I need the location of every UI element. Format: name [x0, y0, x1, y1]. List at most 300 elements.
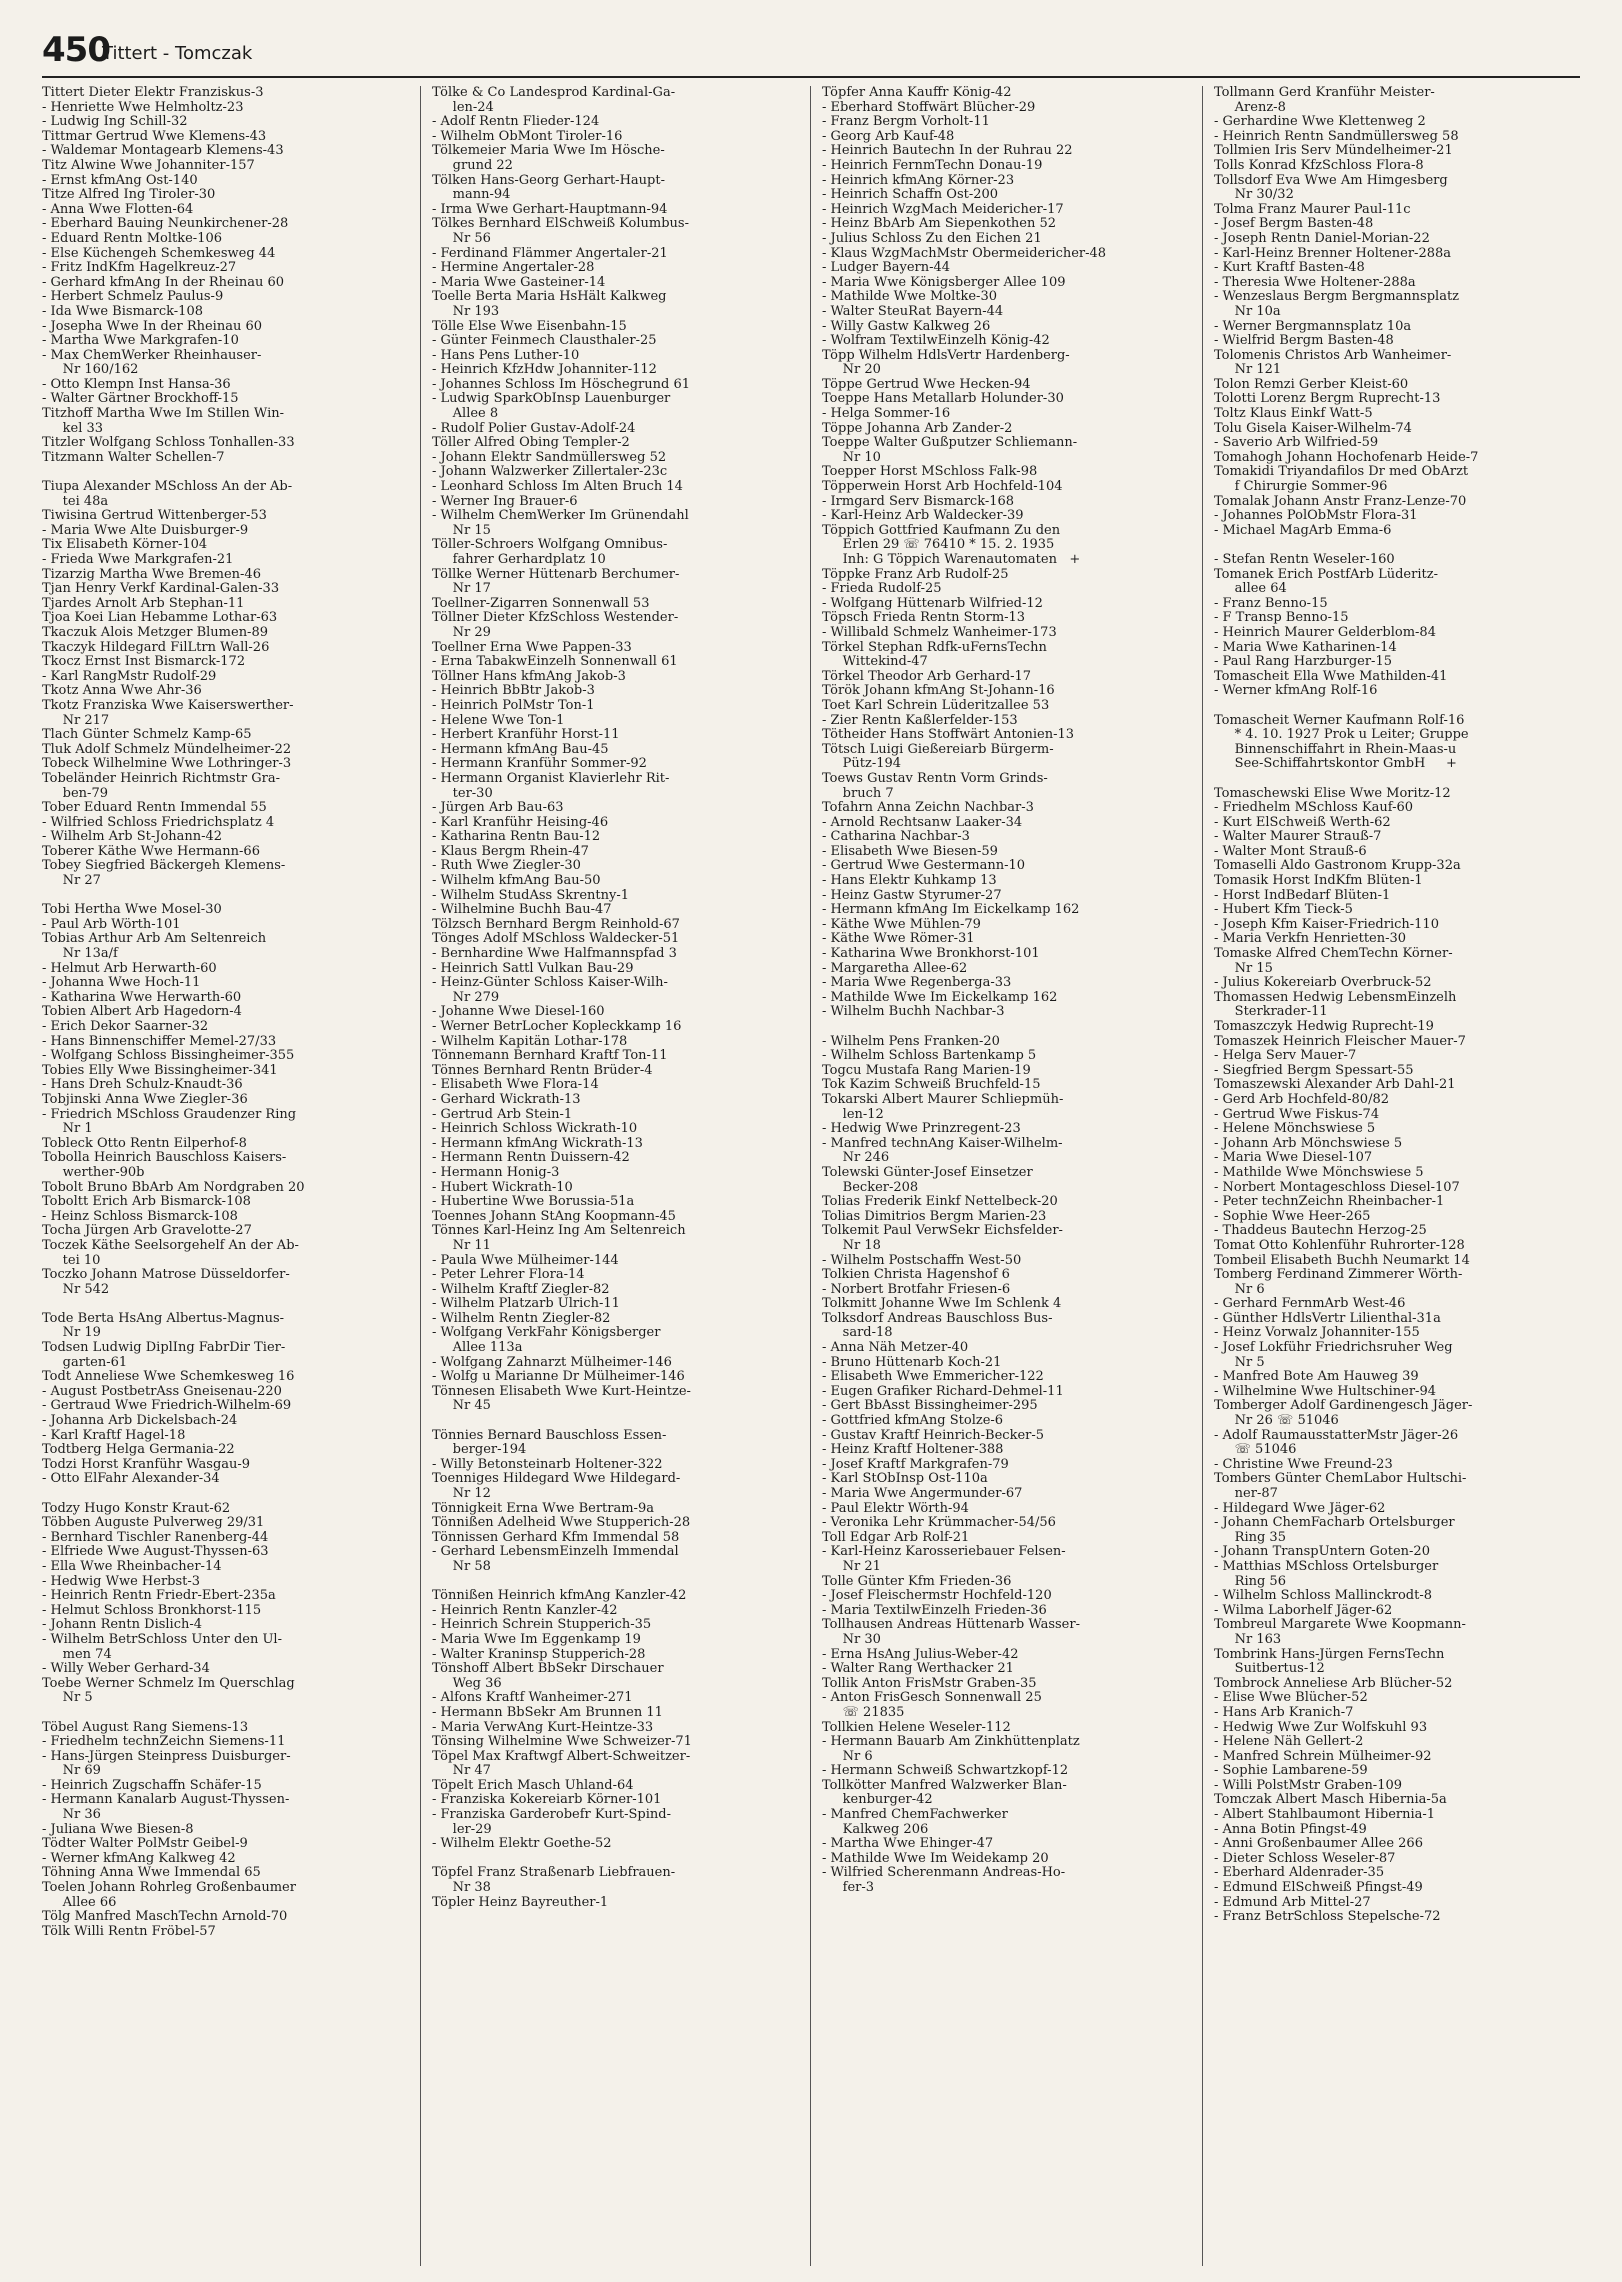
directory-entry: - Sophie Wwe Heer-265	[1214, 1209, 1371, 1224]
directory-entry: - Josef Bergm Basten-48	[1214, 217, 1374, 232]
directory-entry: - Helmut Arb Herwarth-60	[42, 961, 217, 976]
directory-entry: Tittert Dieter Elektr Franziskus-3	[42, 86, 264, 100]
directory-entry: - Wilfried Scherenmann Andreas-Ho-	[822, 1866, 1066, 1881]
directory-column-1	[42, 86, 408, 2266]
directory-entry: - Anni Großenbaumer Allee 266	[1214, 1837, 1423, 1852]
directory-entry: - Hermann Schweiß Schwartzkopf-12	[822, 1764, 1069, 1779]
directory-entry: - Gerhard Wickrath-13	[432, 1092, 581, 1107]
directory-entry: - Wilhelm Rentn Ziegler-82	[432, 1311, 611, 1326]
directory-entry: - Eduard Rentn Moltke-106	[42, 231, 223, 246]
directory-entry: - Wolfg u Marianne Dr Mülheimer-146	[432, 1370, 685, 1385]
directory-entry: - Willi PolstMstr Graben-109	[1214, 1778, 1403, 1793]
directory-entry: - Mathilde Wwe Im Eickelkamp 162	[822, 990, 1058, 1005]
directory-entry: - Walter Mont Strauß-6	[1214, 844, 1367, 859]
directory-entry: Tölg Manfred MaschTechn Arnold-70	[42, 1910, 288, 1925]
directory-entry: Tönnesen Elisabeth Wwe Kurt-Heintze-	[432, 1384, 691, 1399]
directory-entry: Tobey Siegfried Bäckergeh Klemens-	[42, 859, 286, 874]
directory-entry	[822, 1020, 1188, 1035]
directory-entry: Tokarski Albert Maurer Schliepmüh-	[822, 1092, 1064, 1107]
directory-entry: Tölkes Bernhard ElSchweiß Kolumbus-	[432, 217, 689, 232]
directory-entry: - Bernhard Tischler Ranenberg-44	[42, 1530, 269, 1545]
directory-entry: f Chirurgie Sommer-96	[1214, 480, 1388, 495]
directory-entry: - Gertraud Wwe Friedrich-Wilhelm-69	[42, 1399, 292, 1414]
column-divider	[1202, 86, 1203, 2266]
directory-entry: Titzler Wolfgang Schloss Tonhallen-33	[42, 436, 295, 451]
directory-entry: - Gerd Arb Hochfeld-80/82	[1214, 1092, 1389, 1107]
directory-entry: Tomberg Ferdinand Zimmerer Wörth-	[1214, 1268, 1463, 1283]
directory-entry	[42, 465, 408, 480]
directory-entry: - Klaus Bergm Rhein-47	[432, 844, 589, 859]
directory-entry: len-24	[432, 100, 494, 115]
directory-entry: - Hermann kfmAng Wickrath-13	[432, 1136, 643, 1151]
directory-entry: - Franziska Kokereiarb Körner-101	[432, 1793, 662, 1808]
directory-entry: - Katharina Wwe Herwarth-60	[42, 990, 242, 1005]
directory-entry	[1214, 699, 1580, 714]
directory-entry: - Norbert Brotfahr Friesen-6	[822, 1282, 1011, 1297]
directory-entry: * 4. 10. 1927 Prok u Leiter; Gruppe	[1214, 728, 1469, 743]
directory-entry: Tkaczyk Hildegard FilLtrn Wall-26	[42, 640, 270, 655]
directory-entry: Nr 279	[432, 990, 500, 1005]
directory-entry: Inh: G Töppich Warenautomaten +	[822, 553, 1081, 567]
directory-entry: Tjoa Koei Lian Hebamme Lothar-63	[42, 611, 278, 626]
directory-entry: - Heinz Vorwalz Johanniter-155	[1214, 1326, 1420, 1341]
directory-entry: Tollkötter Manfred Walzwerker Blan-	[822, 1778, 1067, 1793]
directory-entry: - Hans Binnenschiffer Memel-27/33	[42, 1034, 277, 1049]
directory-entry: Pütz-194	[822, 757, 902, 772]
directory-entry: Tönnißen Heinrich kfmAng Kanzler-42	[432, 1589, 687, 1604]
directory-entry: - Hans Dreh Schulz-Knaudt-36	[42, 1078, 243, 1093]
directory-entry: Toennes Johann StAng Koopmann-45	[432, 1209, 676, 1224]
directory-entry: - Gottfried kfmAng Stolze-6	[822, 1414, 1004, 1429]
directory-entry: - Heinrich Maurer Gelderblom-84	[1214, 625, 1436, 640]
directory-entry: - Gerhard FernmArb West-46	[1214, 1297, 1406, 1312]
directory-entry: - Hans Pens Luther-10	[432, 348, 580, 363]
directory-entry: - Joseph Rentn Daniel-Morian-22	[1214, 231, 1430, 246]
directory-entry: Toczko Johann Matrose Düsseldorfer-	[42, 1268, 290, 1283]
directory-entry: - Sophie Lambarene-59	[1214, 1764, 1368, 1779]
directory-entry: - Eberhard Aldenrader-35	[1214, 1866, 1385, 1881]
directory-entry: Tönnes Bernhard Rentn Brüder-4	[432, 1063, 653, 1078]
directory-entry	[42, 1297, 408, 1312]
directory-entry: sard-18	[822, 1326, 893, 1341]
directory-entry: Tomaszek Heinrich Fleischer Mauer-7	[1214, 1034, 1466, 1049]
directory-entry: Tollmien Iris Serv Mündelheimer-21	[1214, 144, 1453, 159]
directory-entry: Tombeil Elisabeth Buchh Neumarkt 14	[1214, 1253, 1470, 1268]
directory-entry: - Josef Fleischermstr Hochfeld-120	[822, 1589, 1052, 1604]
directory-entry: - Siegfried Bergm Spessart-55	[1214, 1063, 1414, 1078]
directory-entry: Tombreul Margarete Wwe Koopmann-	[1214, 1618, 1466, 1633]
directory-entry: - Wilhelm BetrSchloss Unter den Ul-	[42, 1632, 282, 1647]
directory-entry: - Martha Wwe Markgrafen-10	[42, 334, 239, 349]
directory-entry: - Wilhelm Kraftf Ziegler-82	[432, 1282, 610, 1297]
directory-entry: Tönshoff Albert BbSekr Dirschauer	[432, 1662, 664, 1677]
directory-entry: ler-29	[432, 1822, 492, 1837]
directory-entry	[432, 1575, 798, 1590]
directory-entry: len-12	[822, 1107, 884, 1122]
directory-entry: Toebe Werner Schmelz Im Querschlag	[42, 1676, 295, 1691]
header-name-range: Tittert - Tomczak	[102, 43, 253, 64]
directory-entry: - Johann Walzwerker Zillertaler-23c	[432, 465, 668, 480]
directory-entry: Nr 11	[432, 1238, 491, 1253]
directory-entry: - Hans-Jürgen Steinpress Duisburger-	[42, 1749, 291, 1764]
directory-entry: - Werner kfmAng Kalkweg 42	[42, 1851, 236, 1866]
directory-entry: - Hermann Kranführ Sommer-92	[432, 757, 647, 772]
directory-entry: Tober Eduard Rentn Immendal 55	[42, 801, 267, 816]
directory-entry: - Gertrud Wwe Gestermann-10	[822, 859, 1026, 874]
directory-entry: - Herbert Kranführ Horst-11	[432, 728, 620, 743]
directory-entry: - Maria Wwe Königsberger Allee 109	[822, 275, 1066, 290]
directory-entry: - Walter SteuRat Bayern-44	[822, 304, 1004, 319]
directory-entry: - F Transp Benno-15	[1214, 611, 1349, 626]
directory-entry	[1214, 772, 1580, 787]
directory-entry: Toeppe Walter Gußputzer Schliemann-	[822, 436, 1078, 451]
directory-entry: Tobias Arthur Arb Am Seltenreich	[42, 932, 267, 947]
directory-entry: Nr 542	[42, 1282, 110, 1297]
directory-entry: Togcu Mustafa Rang Marien-19	[822, 1063, 1031, 1078]
directory-entry: - Johann Arb Mönchswiese 5	[1214, 1136, 1403, 1151]
directory-entry: - Mathilde Wwe Im Weidekamp 20	[822, 1851, 1049, 1866]
directory-entry: - Franziska Garderobefr Kurt-Spind-	[432, 1808, 672, 1823]
directory-entry: Töbel August Rang Siemens-13	[42, 1720, 249, 1735]
page-header	[42, 30, 1580, 78]
directory-entry: Thomassen Hedwig LebensmEinzelh	[1214, 990, 1457, 1005]
directory-entry: Nr 6	[822, 1749, 873, 1764]
directory-entry: fer-3	[822, 1881, 875, 1896]
directory-entry: - Hermann Honig-3	[432, 1165, 560, 1180]
directory-entry: - Friedhelm MSchloss Kauf-60	[1214, 801, 1414, 816]
directory-entry: - Walter Gärtner Brockhoff-15	[42, 392, 239, 407]
directory-entry: Ring 35	[1214, 1530, 1286, 1545]
directory-entry: Tollsdorf Eva Wwe Am Himgesberg	[1214, 173, 1448, 188]
directory-entry: Tölke & Co Landesprod Kardinal-Ga-	[432, 86, 676, 100]
directory-entry: Tönnigkeit Erna Wwe Bertram-9a	[432, 1501, 654, 1516]
directory-entry: Tollkien Helene Weseler-112	[822, 1720, 1011, 1735]
directory-entry: - Hildegard Wwe Jäger-62	[1214, 1501, 1386, 1516]
directory-entry: Tlach Günter Schmelz Kamp-65	[42, 728, 252, 743]
directory-entry: Nr 45	[432, 1399, 491, 1414]
directory-entry: Tok Kazim Schweiß Bruchfeld-15	[822, 1078, 1041, 1093]
directory-entry: Tolma Franz Maurer Paul-11c	[1214, 202, 1411, 217]
directory-entry: Ring 56	[1214, 1574, 1286, 1589]
directory-entry: Tötsch Luigi Gießereiarb Bürgerm-	[822, 742, 1054, 757]
directory-entry: Nr 217	[42, 713, 110, 728]
directory-entry: Nr 1	[42, 1122, 93, 1137]
directory-entry: Nr 121	[1214, 363, 1282, 378]
directory-entry: - Friedrich MSchloss Graudenzer Ring	[42, 1107, 297, 1122]
directory-entry: Nr 15	[1214, 961, 1273, 976]
directory-entry: Tollmann Gerd Kranführ Meister-	[1214, 86, 1435, 100]
directory-entry: Suitbertus-12	[1214, 1662, 1325, 1677]
directory-entry: bruch 7	[822, 786, 894, 801]
directory-entry: Tobi Hertha Wwe Mosel-30	[42, 903, 222, 918]
directory-entry: - Margaretha Allee-62	[822, 961, 968, 976]
directory-entry: Nr 30	[822, 1632, 881, 1647]
directory-entry: - Heinrich Sattl Vulkan Bau-29	[432, 961, 634, 976]
directory-entry: Arenz-8	[1214, 100, 1286, 115]
directory-entry: - Elfriede Wwe August-Thyssen-63	[42, 1545, 269, 1560]
directory-columns	[42, 86, 1580, 2266]
directory-entry: ner-87	[1214, 1487, 1278, 1501]
directory-entry: Tomakidi Triyandafilos Dr med ObArzt	[1214, 465, 1469, 480]
directory-entry: Töllke Werner Hüttenarb Berchumer-	[432, 567, 680, 582]
directory-entry: - Johanne Wwe Diesel-160	[432, 1005, 605, 1020]
directory-entry: Nr 193	[432, 304, 500, 319]
directory-entry: - Hubertine Wwe Borussia-51a	[432, 1195, 635, 1210]
directory-entry: - Adolf Rentn Flieder-124	[432, 115, 600, 130]
directory-entry	[42, 1487, 408, 1502]
directory-entry: - Hermann kfmAng Im Eickelkamp 162	[822, 903, 1080, 918]
directory-entry: - Hedwig Wwe Prinzregent-23	[822, 1122, 1021, 1137]
directory-entry: - Ella Wwe Rheinbacher-14	[42, 1559, 222, 1574]
directory-entry: Tomat Otto Kohlenführ Ruhrorter-128	[1214, 1238, 1465, 1253]
directory-entry: - Elise Wwe Blücher-52	[1214, 1691, 1368, 1706]
directory-entry: - Hermann Bauarb Am Zinkhüttenplatz	[822, 1735, 1080, 1750]
directory-entry: - Matthias MSchloss Ortelsburger	[1214, 1559, 1439, 1574]
directory-entry: - Maria VerwAng Kurt-Heintze-33	[432, 1720, 654, 1735]
directory-entry: Tombrink Hans-Jürgen FernsTechn	[1214, 1647, 1445, 1662]
directory-entry: - Peter technZeichn Rheinbacher-1	[1214, 1195, 1445, 1210]
directory-entry: Tjan Henry Verkf Kardinal-Galen-33	[42, 582, 280, 597]
directory-entry: Tizarzig Martha Wwe Bremen-46	[42, 567, 261, 582]
directory-entry: Tötheider Hans Stoffwärt Antonien-13	[822, 728, 1075, 743]
directory-entry: - Günther HdlsVertr Lilienthal-31a	[1214, 1311, 1441, 1326]
directory-entry: Toenniges Hildegard Wwe Hildegard-	[432, 1472, 681, 1487]
directory-entry: - Kurt ElSchweiß Werth-62	[1214, 815, 1391, 830]
directory-entry: Nr 26 ☏ 51046	[1214, 1414, 1339, 1429]
directory-entry: - Johanna Arb Dickelsbach-24	[42, 1414, 238, 1429]
directory-entry: Tölle Else Wwe Eisenbahn-15	[432, 319, 627, 334]
directory-entry: garten-61	[42, 1355, 128, 1370]
directory-entry: Tolon Remzi Gerber Kleist-60	[1214, 377, 1409, 392]
directory-entry: - Eugen Grafiker Richard-Dehmel-11	[822, 1384, 1064, 1399]
directory-entry: - Frieda Wwe Markgrafen-21	[42, 553, 234, 567]
directory-entry: Tomberger Adolf Gardinengesch Jäger-	[1214, 1399, 1473, 1414]
directory-entry: Toet Karl Schrein Lüderitzallee 53	[822, 698, 1050, 713]
directory-entry: - Rudolf Polier Gustav-Adolf-24	[432, 421, 636, 436]
directory-entry: Tölkemeier Maria Wwe Im Hösche-	[432, 144, 665, 159]
directory-entry: Weg 36	[432, 1676, 502, 1691]
directory-entry: - Martha Wwe Ehinger-47	[822, 1837, 994, 1852]
directory-entry: Nr 56	[432, 231, 491, 246]
directory-entry: Nr 17	[432, 582, 491, 597]
directory-entry: Tittmar Gertrud Wwe Klemens-43	[42, 129, 267, 144]
directory-entry: Nr 19	[42, 1326, 101, 1341]
directory-entry: Allee 8	[432, 407, 499, 422]
directory-entry: - Maria TextilwEinzelh Frieden-36	[822, 1603, 1047, 1618]
directory-entry: Nr 15	[432, 523, 491, 538]
directory-entry: - Karl RangMstr Rudolf-29	[42, 669, 217, 684]
directory-entry: - Elisabeth Wwe Emmericher-122	[822, 1370, 1044, 1385]
directory-entry: Tönnißen Adelheid Wwe Stupperich-28	[432, 1516, 691, 1531]
directory-entry	[42, 1706, 408, 1721]
directory-entry: Nr 58	[432, 1559, 491, 1574]
directory-entry: Tönsing Wilhelmine Wwe Schweizer-71	[432, 1735, 692, 1750]
directory-entry: Tolls Konrad KfzSchloss Flora-8	[1214, 158, 1424, 173]
directory-entry: - Werner BetrLocher Kopleckkamp 16	[432, 1020, 682, 1034]
directory-entry: ☏ 21835	[822, 1705, 905, 1720]
directory-entry: - Jürgen Arb Bau-63	[432, 801, 564, 816]
directory-entry: - Hedwig Wwe Herbst-3	[42, 1574, 201, 1589]
directory-entry: Tollhausen Andreas Hüttenarb Wasser-	[822, 1618, 1080, 1633]
directory-entry: - Anton FrisGesch Sonnenwall 25	[822, 1691, 1042, 1706]
directory-entry: - Else Küchengeh Schemkesweg 44	[42, 246, 276, 261]
directory-entry: Nr 6	[1214, 1282, 1265, 1297]
directory-entry: Titze Alfred Ing Tiroler-30	[42, 188, 216, 203]
directory-entry: - Maria Wwe Katharinen-14	[1214, 640, 1397, 655]
directory-entry: Tönnissen Gerhard Kfm Immendal 58	[432, 1530, 680, 1545]
directory-entry: Sterkrader-11	[1214, 1005, 1328, 1020]
directory-entry: - Ludwig Ing Schill-32	[42, 115, 188, 130]
directory-entry: Tofahrn Anna Zeichn Nachbar-3	[822, 801, 1034, 816]
directory-entry: Nr 10	[822, 450, 881, 465]
directory-entry	[1214, 538, 1580, 553]
directory-entry: - Saverio Arb Wilfried-59	[1214, 436, 1379, 451]
directory-entry: Tomaselli Aldo Gastronom Krupp-32a	[1214, 859, 1461, 874]
directory-entry: Toczek Käthe Seelsorgehelf An der Ab-	[42, 1238, 299, 1253]
directory-entry: Törkel Stephan Rdfk-uFernsTechn	[822, 640, 1047, 655]
directory-entry: - Friedhelm technZeichn Siemens-11	[42, 1735, 286, 1750]
directory-entry: Nr 36	[42, 1808, 101, 1823]
directory-entry: - Anna Wwe Flotten-64	[42, 202, 194, 217]
directory-entry: - Maria Wwe Angermunder-67	[822, 1487, 1023, 1501]
directory-entry: - Heinrich PolMstr Ton-1	[432, 698, 595, 713]
directory-entry: - Walter Rang Werthacker 21	[822, 1662, 1014, 1677]
directory-entry: ben-79	[42, 786, 108, 801]
directory-entry: - Katharina Rentn Bau-12	[432, 830, 601, 845]
directory-entry: Tjardes Arnolt Arb Stephan-11	[42, 596, 245, 611]
directory-entry: Becker-208	[822, 1180, 919, 1195]
directory-entry: - Willy Weber Gerhard-34	[42, 1662, 210, 1677]
directory-entry: - Georg Arb Kauf-48	[822, 129, 955, 144]
directory-entry: - Helene Wwe Ton-1	[432, 713, 565, 728]
directory-entry: Töpfer Anna Kauffr König-42	[822, 86, 1012, 100]
directory-entry: - Karl-Heinz Arb Waldecker-39	[822, 509, 1024, 524]
directory-entry: - Wolfgang Schloss Bissingheimer-355	[42, 1049, 295, 1064]
directory-entry: Tobleck Otto Rentn Eilperhof-8	[42, 1136, 247, 1151]
directory-entry: - Wilhelm Buchh Nachbar-3	[822, 1005, 1005, 1020]
directory-entry: - Stefan Rentn Weseler-160	[1214, 553, 1395, 567]
directory-entry: Tobeländer Heinrich Richtmstr Gra-	[42, 771, 280, 786]
directory-entry: - Heinz Schloss Bismarck-108	[42, 1209, 238, 1224]
directory-entry: - Gustav Kraftf Heinrich-Becker-5	[822, 1428, 1045, 1443]
directory-entry: Tomczak Albert Masch Hibernia-5a	[1214, 1793, 1447, 1808]
directory-entry: fahrer Gerhardplatz 10	[432, 553, 606, 567]
directory-entry: Toepper Horst MSchloss Falk-98	[822, 465, 1038, 480]
directory-entry: - Maria Wwe Diesel-107	[1214, 1151, 1373, 1166]
directory-entry: - Leonhard Schloss Im Alten Bruch 14	[432, 480, 683, 495]
directory-entry: Nr 163	[1214, 1632, 1282, 1647]
directory-entry: - Hermann BbSekr Am Brunnen 11	[432, 1705, 663, 1720]
directory-entry: - Hermann kfmAng Bau-45	[432, 742, 609, 757]
directory-entry: - Manfred ChemFachwerker	[822, 1808, 1008, 1823]
directory-entry: Toellner Erna Wwe Pappen-33	[432, 640, 632, 655]
directory-entry: - Otto ElFahr Alexander-34	[42, 1472, 220, 1487]
directory-entry: - Paul Elektr Wörth-94	[822, 1501, 969, 1516]
directory-entry: - Gerhardine Wwe Klettenweg 2	[1214, 115, 1426, 130]
directory-entry: - Otto Klempn Inst Hansa-36	[42, 377, 231, 392]
directory-entry: kenburger-42	[822, 1793, 933, 1808]
column-divider	[420, 86, 421, 2266]
directory-entry: Tönnemann Bernhard Kraftf Ton-11	[432, 1049, 668, 1064]
directory-entry: Tödter Walter PolMstr Geibel-9	[42, 1837, 248, 1852]
directory-entry: Nr 69	[42, 1764, 101, 1779]
directory-entry: - Werner Ing Brauer-6	[432, 494, 578, 509]
directory-entry: - Juliana Wwe Biesen-8	[42, 1822, 194, 1837]
directory-entry: Nr 29	[432, 625, 491, 640]
directory-entry: berger-194	[432, 1443, 527, 1458]
directory-entry: Töpfel Franz Straßenarb Liebfrauen-	[432, 1866, 676, 1881]
directory-entry: Törkel Theodor Arb Gerhard-17	[822, 669, 1032, 684]
directory-entry: Töpsch Frieda Rentn Storm-13	[822, 611, 1026, 626]
directory-entry: Toboltt Erich Arb Bismarck-108	[42, 1195, 251, 1210]
directory-entry: - Johann Rentn Dislich-4	[42, 1618, 203, 1633]
directory-entry: - August PostbetrAss Gneisenau-220	[42, 1384, 282, 1399]
directory-entry: Nr 160/162	[42, 363, 139, 378]
directory-entry: - Wilhelmine Buchh Bau-47	[432, 903, 612, 918]
directory-entry: - Helga Serv Mauer-7	[1214, 1049, 1357, 1064]
directory-entry: - Wilhelmine Wwe Hultschiner-94	[1214, 1384, 1436, 1399]
directory-entry: Tkaczuk Alois Metzger Blumen-89	[42, 625, 268, 640]
directory-entry: Tombers Günter ChemLabor Hultschi-	[1214, 1472, 1467, 1487]
directory-entry: Tolkemit Paul VerwSekr Eichsfelder-	[822, 1224, 1063, 1239]
directory-entry: Nr 30/32	[1214, 188, 1294, 203]
directory-entry: - Karl Kraftf Hagel-18	[42, 1428, 186, 1443]
directory-entry: Toltz Klaus Einkf Watt-5	[1214, 407, 1373, 422]
directory-entry: - Gerhard LebensmEinzelh Immendal	[432, 1545, 679, 1560]
directory-entry: See-Schiffahrtskontor GmbH +	[1214, 757, 1457, 772]
directory-entry: - Hermine Angertaler-28	[432, 261, 595, 276]
directory-entry: Titzhoff Martha Wwe Im Stillen Win-	[42, 407, 284, 422]
directory-entry: Tkotz Franziska Wwe Kaiserswerther-	[42, 698, 294, 713]
directory-entry: - Karl-Heinz Karosseriebauer Felsen-	[822, 1545, 1066, 1560]
directory-entry: - Heinrich Bautechn In der Ruhrau 22	[822, 144, 1073, 159]
directory-entry: - Eberhard Bauing Neunkirchener-28	[42, 217, 289, 232]
directory-entry: - Hermann Rentn Duissern-42	[432, 1151, 630, 1166]
directory-entry: - Hermann Organist Klavierlehr Rit-	[432, 771, 670, 786]
directory-entry: mann-94	[432, 188, 511, 203]
directory-entry: - Heinz BbArb Am Siepenkothen 52	[822, 217, 1057, 232]
directory-entry: Nr 5	[1214, 1355, 1265, 1370]
directory-entry: Nr 13a/f	[42, 947, 118, 962]
directory-entry: Tobien Albert Arb Hagedorn-4	[42, 1005, 242, 1020]
directory-entry: ☏ 51046	[1214, 1443, 1297, 1458]
directory-entry: - Karl-Heinz Brenner Holtener-288a	[1214, 246, 1452, 261]
directory-entry: - Wilhelm Schloss Mallinckrodt-8	[1214, 1589, 1432, 1604]
directory-entry: Töpperwein Horst Arb Hochfeld-104	[822, 480, 1063, 495]
directory-entry: Nr 5	[42, 1691, 93, 1706]
directory-entry: Tiupa Alexander MSchloss An der Ab-	[42, 480, 293, 495]
directory-entry: - Johann Elektr Sandmüllersweg 52	[432, 450, 667, 465]
directory-entry: Töller-Schroers Wolfgang Omnibus-	[432, 538, 668, 553]
directory-entry: - Johannes PolObMstr Flora-31	[1214, 509, 1418, 524]
directory-entry: - Joseph Kfm Kaiser-Friedrich-110	[1214, 917, 1439, 932]
directory-entry: - Henriette Wwe Helmholtz-23	[42, 100, 244, 115]
directory-entry: - Irma Wwe Gerhart-Hauptmann-94	[432, 202, 668, 217]
directory-entry: Töllner Hans kfmAng Jakob-3	[432, 669, 626, 684]
directory-column-3	[822, 86, 1188, 2266]
directory-entry: - Klaus WzgMachMstr Obermeidericher-48	[822, 246, 1107, 261]
directory-entry	[432, 1852, 798, 1867]
directory-entry: Titzmann Walter Schellen-7	[42, 450, 225, 465]
directory-entry: Binnenschiffahrt in Rhein-Maas-u	[1214, 742, 1457, 757]
directory-entry: - Heinrich Rentn Sandmüllersweg 58	[1214, 129, 1459, 144]
directory-entry: - Ludwig SparkObInsp Lauenburger	[432, 392, 671, 407]
directory-entry: - Erna TabakwEinzelh Sonnenwall 61	[432, 655, 678, 670]
directory-entry: - Heinrich Zugschaffn Schäfer-15	[42, 1778, 262, 1793]
directory-entry: Tocha Jürgen Arb Gravelotte-27	[42, 1224, 252, 1239]
directory-entry: - Wilma Laborhelf Jäger-62	[1214, 1603, 1393, 1618]
directory-entry: - Wilhelm Platzarb Ulrich-11	[432, 1297, 620, 1312]
